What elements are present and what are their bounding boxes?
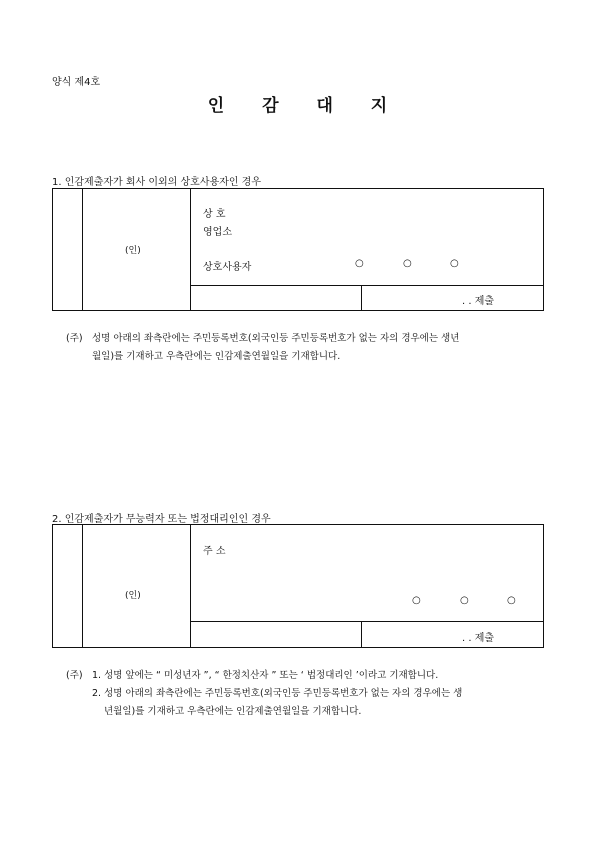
section1-bottom-row-line — [190, 285, 544, 286]
section2-name-mark-2: ○ — [460, 595, 469, 606]
section2-bottom-row-divider — [361, 621, 362, 648]
section1-heading: 1. 인감제출자가 회사 이외의 상호사용자인 경우 — [52, 177, 261, 188]
section2-note-2-line-1: 2. 성명 아래의 좌측란에는 주민등록번호(외국인등 주민등록번호가 없는 자의 경우에는 생 — [92, 688, 463, 699]
section1-submit-date: . . 제출 — [462, 296, 495, 307]
section1-name-mark-2: ○ — [403, 258, 412, 269]
section1-seal-mark: (인) — [125, 246, 141, 256]
section1-note-line-1: 성명 아래의 좌측란에는 주민등록번호(외국인등 주민등록번호가 없는 자의 경우에는 생년 — [92, 333, 460, 344]
section2-name-mark-1: ○ — [412, 595, 421, 606]
section2-address-label: 주 소 — [203, 546, 226, 557]
form-number: 양식 제4호 — [52, 77, 101, 88]
section2-note-2-line-2: 년월일)를 기재하고 우측란에는 인감제출연월일을 기재합니다. — [104, 706, 362, 717]
section1-divider-1 — [82, 188, 83, 311]
section1-name-mark-1: ○ — [355, 258, 364, 269]
section2-name-mark-3: ○ — [507, 595, 516, 606]
section2-submit-date: . . 제출 — [462, 633, 495, 644]
section2-seal-mark: (인) — [125, 591, 141, 601]
section1-trade-name-label: 상 호 — [203, 209, 226, 220]
section2-note-prefix: (주) — [66, 670, 83, 681]
section1-user-label: 상호사용자 — [203, 262, 252, 273]
section2-note-1: 1. 성명 앞에는 “ 미성년자 ”, “ 한정치산자 ” 또는 ‘ 법정대리인 ’이라고 기재합니다. — [92, 670, 439, 681]
section1-note-line-2: 월일)를 기재하고 우측란에는 인감제출연월일을 기재합니다. — [92, 351, 341, 362]
section2-divider-2 — [190, 524, 191, 648]
section1-divider-2 — [190, 188, 191, 311]
section1-office-label: 영업소 — [203, 227, 232, 238]
section2-bottom-row-line — [190, 621, 544, 622]
section1-bottom-row-divider — [361, 285, 362, 311]
section1-name-mark-3: ○ — [450, 258, 459, 269]
section2-divider-1 — [82, 524, 83, 648]
section1-note-prefix: (주) — [66, 333, 83, 344]
section2-heading: 2. 인감제출자가 무능력자 또는 법정대리인인 경우 — [52, 514, 271, 525]
document-title: 인 감 대 지 — [207, 96, 404, 116]
